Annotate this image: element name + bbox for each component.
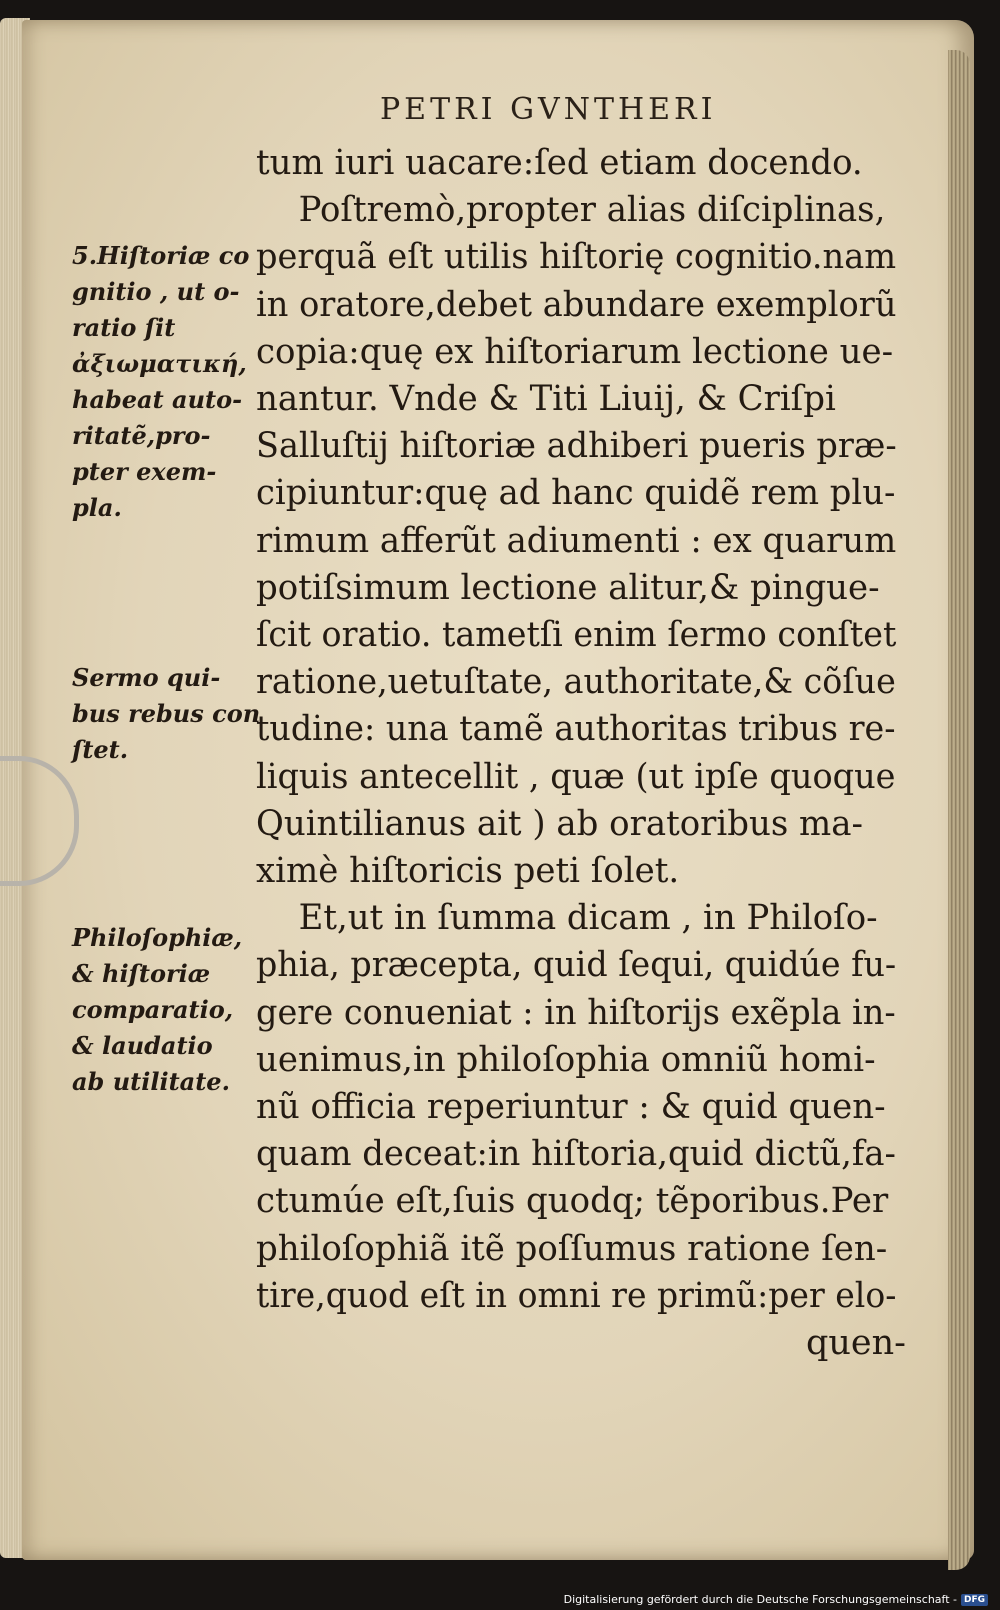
right-page-edges xyxy=(948,50,970,1570)
margin-note-history xyxy=(72,238,252,526)
body-line: ratione,uetuſtate, authoritate,& cõſue xyxy=(256,662,896,703)
body-line: Et,ut in ſumma dicam , in Philoſo- xyxy=(298,898,878,939)
body-line: philoſophiã itẽ poſſumus ratione ſen- xyxy=(256,1228,888,1269)
body-line: tudine: una tamẽ authoritas tribus re- xyxy=(256,709,896,750)
body-line: potiſsimum lectione alitur,& pingue- xyxy=(256,567,880,608)
margin-note-line: Philoſophiæ, xyxy=(72,923,243,952)
body-line: rimum afferũt adiumenti : ex quarum xyxy=(256,520,897,561)
margin-note-line: & hiſtoriæ xyxy=(72,959,211,988)
margin-note-line: pla. xyxy=(72,493,122,522)
body-line: ctumúe eſt,ſuis quodq; tẽporibus.Per xyxy=(256,1181,889,1222)
body-line: nantur. Vnde & Titi Liuij, & Criſpi xyxy=(256,379,836,420)
margin-note-line: ratio ſit xyxy=(72,313,176,342)
margin-note-line: ἀξιωματική, xyxy=(72,349,247,378)
body-line: tum iuri uacare:ſed etiam docendo. xyxy=(256,143,863,183)
dfg-logo: DFG xyxy=(961,1594,988,1606)
margin-note-line: comparatio, xyxy=(72,995,234,1024)
body-line: perquã eſt utilis hiſtorię cognitio.nam xyxy=(256,237,897,278)
body-line: nũ officia reperiuntur : & quid quen- xyxy=(256,1087,886,1128)
margin-note-line: pter exem- xyxy=(72,457,217,486)
margin-note-sermo xyxy=(72,660,261,768)
margin-note-line: & laudatio xyxy=(72,1031,213,1060)
catchword: quen- xyxy=(805,1323,906,1364)
margin-note-line: ritatẽ,pro- xyxy=(72,421,211,450)
credit-text: Digitalisierung gefördert durch die Deutsche Forschungsgemeinschaft - xyxy=(563,1593,957,1606)
margin-note-line: ſtet. xyxy=(72,735,129,764)
margin-note-line: habeat auto- xyxy=(72,385,243,414)
margin-note-line: ab utilitate. xyxy=(72,1067,230,1096)
body-line: ſcit oratio. tametſi enim ſermo conſtet xyxy=(256,615,897,656)
body-line: ximè hiſtoricis peti ſolet. xyxy=(256,851,680,892)
margin-note-philosophy xyxy=(72,920,252,1100)
body-line: quam deceat:in hiſtoria,quid dictũ,fa- xyxy=(256,1134,896,1175)
margin-note-line: bus rebus con xyxy=(72,699,261,728)
digitization-credit xyxy=(564,1593,988,1606)
body-line: cipiuntur:quę ad hanc quidẽ rem plu- xyxy=(256,473,896,514)
body-line: liquis antecellit , quæ (ut ipſe quoque xyxy=(256,756,896,797)
body-line: Salluſtij hiſtoriæ adhiberi pueris præ- xyxy=(256,426,897,467)
body-text xyxy=(256,140,916,1367)
body-line: gere conueniat : in hiſtorijs exẽpla in- xyxy=(256,992,896,1033)
margin-note-line: gnitio , ut o- xyxy=(72,277,240,306)
running-head: PETRI GVNTHERI xyxy=(380,92,717,127)
body-line: phia, præcepta, quid ſequi, quidúe fu- xyxy=(256,945,897,986)
body-line: Poſtremò,propter alias diſciplinas, xyxy=(298,190,886,231)
body-line: tire,quod eſt in omni re primũ:per elo- xyxy=(256,1275,897,1316)
body-line: Quintilianus ait ) ab oratoribus ma- xyxy=(256,803,863,844)
body-line: copia:quę ex hiſtoriarum lectione ue- xyxy=(256,331,894,372)
margin-note-line: 5.Hiſtoriæ co xyxy=(72,241,250,270)
body-line: uenimus,in philoſophia omniũ homi- xyxy=(256,1039,876,1080)
body-line: in oratore,debet abundare exemplorũ xyxy=(256,284,897,325)
margin-note-line: Sermo qui- xyxy=(72,663,221,692)
